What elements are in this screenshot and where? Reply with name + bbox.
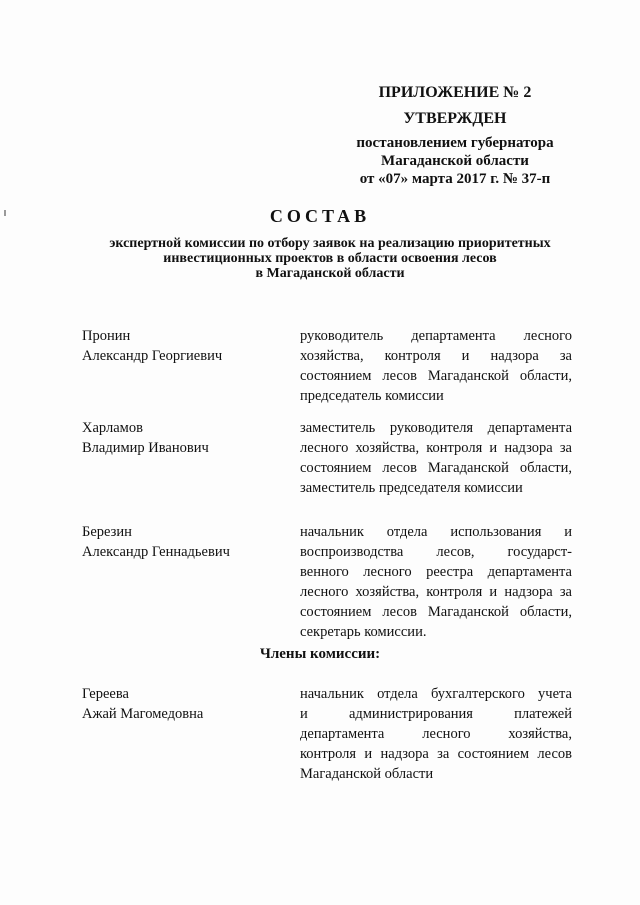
role-line: председатель комиссии — [300, 388, 444, 404]
person-surname: Березин — [82, 524, 132, 540]
person-surname: Пронин — [82, 328, 131, 344]
role-line: лесного хозяйства, контроля и надзора за — [300, 440, 572, 456]
person-name — [82, 684, 272, 724]
person-given-names: Владимир Иванович — [82, 440, 209, 456]
person-role — [300, 522, 572, 642]
person-role — [300, 418, 572, 498]
role-line: состоянием лесов Магаданской области, — [300, 368, 572, 384]
role-line: заместитель председателя комиссии — [300, 480, 523, 496]
subtitle-line-1: экспертной комиссии по отбору заявок на реализацию приоритетных — [109, 236, 551, 251]
committee-entry-secretary — [82, 522, 572, 642]
role-line: секретарь комиссии. — [300, 624, 427, 640]
subtitle-line-2: инвестиционных проектов в области освоения лесов — [163, 251, 497, 266]
person-surname: Харламов — [82, 420, 143, 436]
appendix-number: ПРИЛОЖЕНИЕ № 2 — [378, 84, 532, 101]
approval-line-2: Магаданской области — [381, 153, 529, 169]
committee-entry-chair — [82, 326, 572, 406]
role-line: лесного хозяйства, контроля и надзора за — [300, 584, 572, 600]
role-line: начальник отдела бухгалтерского учета — [300, 686, 572, 702]
document-title: СОСТАВ — [269, 206, 371, 226]
role-line: департамента лесного хозяйства, — [300, 726, 572, 742]
role-line: заместитель руководителя департамента — [300, 420, 572, 436]
role-line: контроля и надзора за состоянием лесов — [300, 746, 572, 762]
role-line: воспроизводства лесов, государст- — [300, 544, 572, 560]
approval-line-1: постановлением губернатора — [356, 135, 554, 151]
members-heading: Члены комиссии: — [259, 646, 381, 662]
person-name — [82, 418, 272, 458]
person-given-names: Александр Георгиевич — [82, 348, 223, 364]
approval-line-3: от «07» марта 2017 г. № 37-п — [359, 171, 551, 187]
person-name — [82, 522, 272, 562]
person-name — [82, 326, 272, 366]
committee-entry-deputy-chair — [82, 418, 572, 498]
subtitle-line-3: в Магаданской области — [255, 266, 405, 281]
role-line: Магаданской области — [300, 766, 434, 782]
role-line: венного лесного реестра департамента — [300, 564, 572, 580]
person-given-names: Ажай Магомедовна — [82, 706, 204, 722]
approved-label: УТВЕРЖДЕН — [403, 110, 507, 127]
role-line: руководитель департамента лесного — [300, 328, 572, 344]
role-line: начальник отдела использования и — [300, 524, 572, 540]
role-line: состоянием лесов Магаданской области, — [300, 604, 572, 620]
committee-entry-member — [82, 684, 572, 784]
person-role — [300, 684, 572, 784]
role-line: хозяйства, контроля и надзора за — [300, 348, 572, 364]
role-line: состоянием лесов Магаданской области, — [300, 460, 572, 476]
person-surname: Гереева — [82, 686, 129, 702]
role-line: и администрирования платежей — [300, 706, 572, 722]
approval-header — [340, 84, 570, 188]
document-subtitle — [70, 236, 590, 281]
person-role — [300, 326, 572, 406]
person-given-names: Александр Геннадьевич — [82, 544, 230, 560]
